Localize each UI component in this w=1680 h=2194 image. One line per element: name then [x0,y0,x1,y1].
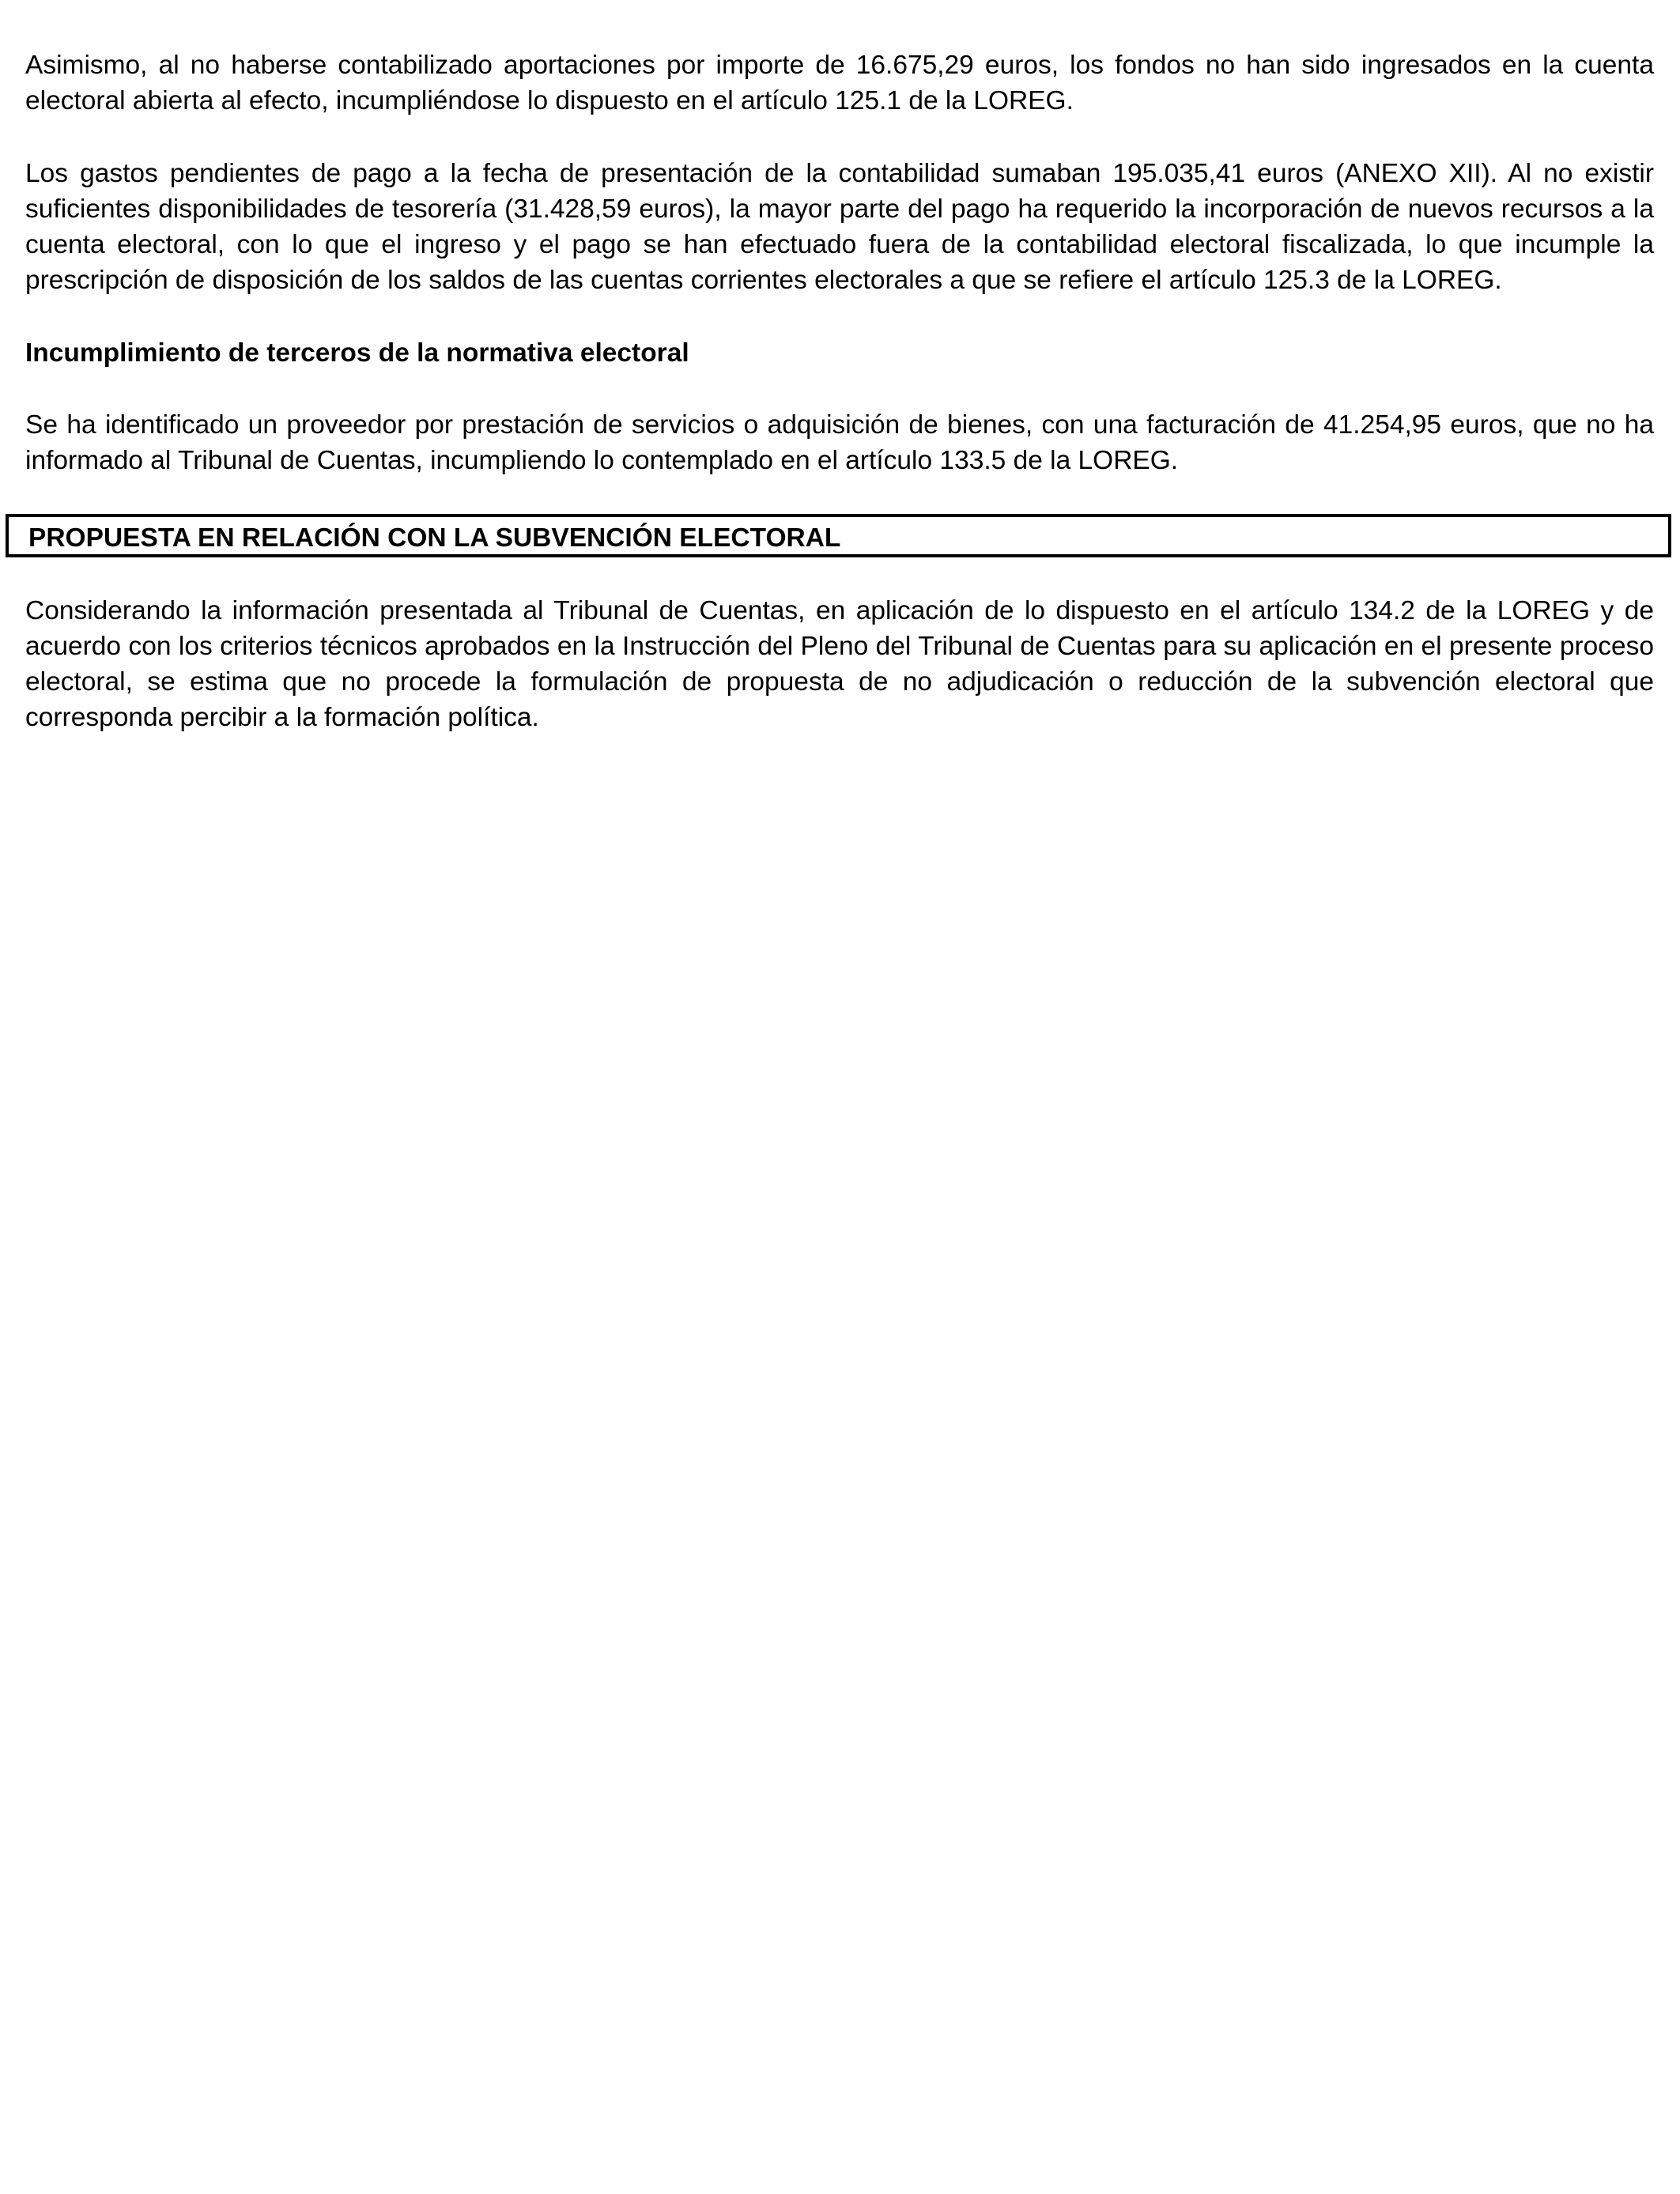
section-heading-third-party-noncompliance: Incumplimiento de terceros de la normativa electoral [25,338,689,368]
paragraph-supplier-noncompliance: Se ha identificado un proveedor por prestación de servicios o adquisición de bienes, con una facturación de 41.254,95 euros, que no ha informado al Tribunal de Cuentas, incumpliendo lo contemplado en el artículo 133.5 de la LOREG. [25,410,1654,475]
boxed-section-header [6,514,1671,557]
paragraph-pending-payments: Los gastos pendientes de pago a la fecha de presentación de la contabilidad sumaban 195.035,41 euros (ANEXO XII). Al no existir suficientes disponibilidades de tesorería (31.428,59 euros), la mayor parte del pago ha requerido la incorporación de nuevos recursos a la cuenta electoral, con lo que el ingreso y el pago se han efectuado fuera de la contabilidad electoral fiscalizada, lo que incumple la prescripción de disposición de los saldos de las cuentas corrientes electorales a que se refiere el artículo 125.3 de la LOREG. [25,159,1654,295]
paragraph-unrecorded-contributions: Asimismo, al no haberse contabilizado aportaciones por importe de 16.675,29 euros, los fondos no han sido ingresados en la cuenta electoral abierta al efecto, incumpliéndose lo dispuesto en el artículo 125.1 de la LOREG. [25,51,1654,115]
boxed-section-title: PROPUESTA EN RELACIÓN CON LA SUBVENCIÓN ELECTORAL [28,523,841,553]
paragraph-subsidy-proposal: Considerando la información presentada al Tribunal de Cuentas, en aplicación de lo dispuesto en el artículo 134.2 de la LOREG y de acuerdo con los criterios técnicos aprobados en la Instrucción del Pleno del Tribunal de Cuentas para su aplicación en el presente proceso electoral, se estima que no procede la formulación de propuesta de no adjudicación o reducción de la subvención electoral que corresponda percibir a la formación política. [25,596,1654,732]
